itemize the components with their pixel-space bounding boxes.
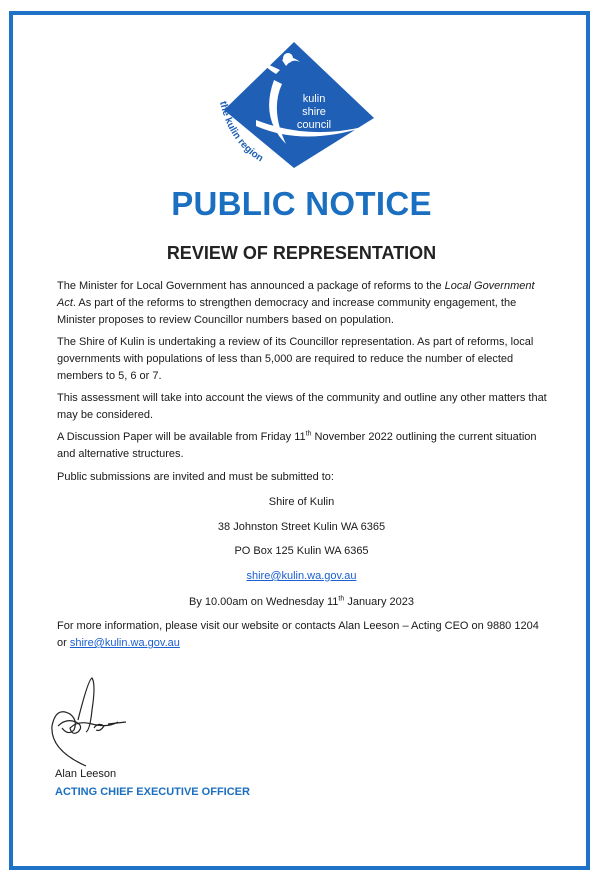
paragraph-more-info: For more information, please visit our website or contacts Alan Leeson – Acting CEO on 9880 1204 or shire@kulin.wa.gov.au <box>57 620 539 649</box>
paragraph-review: The Shire of Kulin is undertaking a review of its Councillor representation. As part of reforms, local governments with populations of less than 5,000 are required to reduce the number of elected members to 5, 6 or 7. <box>57 336 534 382</box>
signature <box>48 670 138 770</box>
logo-text-council: council <box>296 119 332 131</box>
address-name: Shire of Kulin <box>268 496 335 508</box>
signatory-name: Alan Leeson <box>55 768 117 780</box>
page-subtitle: REVIEW OF REPRESENTATION <box>166 243 437 263</box>
logo-tagline: the kulin region <box>217 100 265 165</box>
address-street: 38 Johnston Street Kulin WA 6365 <box>217 521 386 533</box>
address-email-line <box>0 568 603 584</box>
address-po-box: PO Box 125 Kulin WA 6365 <box>234 545 369 557</box>
kulin-shire-council-logo <box>216 40 384 185</box>
paragraph-reforms: The Minister for Local Government has announced a package of reforms to the Local Government Act. As part of the reforms to strengthen democracy and increase community engagement, the Minister proposes to review Councillor numbers based on population. <box>57 280 535 326</box>
address-email-link[interactable]: shire@kulin.wa.gov.au <box>246 570 357 582</box>
more-info-email-link[interactable]: shire@kulin.wa.gov.au <box>69 637 180 649</box>
signatory-role: ACTING CHIEF EXECUTIVE OFFICER <box>55 786 250 798</box>
logo-text-shire: shire <box>302 106 326 118</box>
paragraph-assessment: This assessment will take into account the views of the community and outline any other matters that may be considered. <box>57 392 547 421</box>
logo-text-kulin: kulin <box>302 93 326 105</box>
submission-deadline: By 10.00am on Wednesday 11th January 2023 <box>189 595 414 608</box>
page-title: PUBLIC NOTICE <box>171 185 432 222</box>
paragraph-submissions: Public submissions are invited and must be submitted to: <box>57 471 334 483</box>
paragraph-discussion-paper: A Discussion Paper will be available from Friday 11th November 2022 outlining the current situation and alternative structures. <box>57 430 537 460</box>
